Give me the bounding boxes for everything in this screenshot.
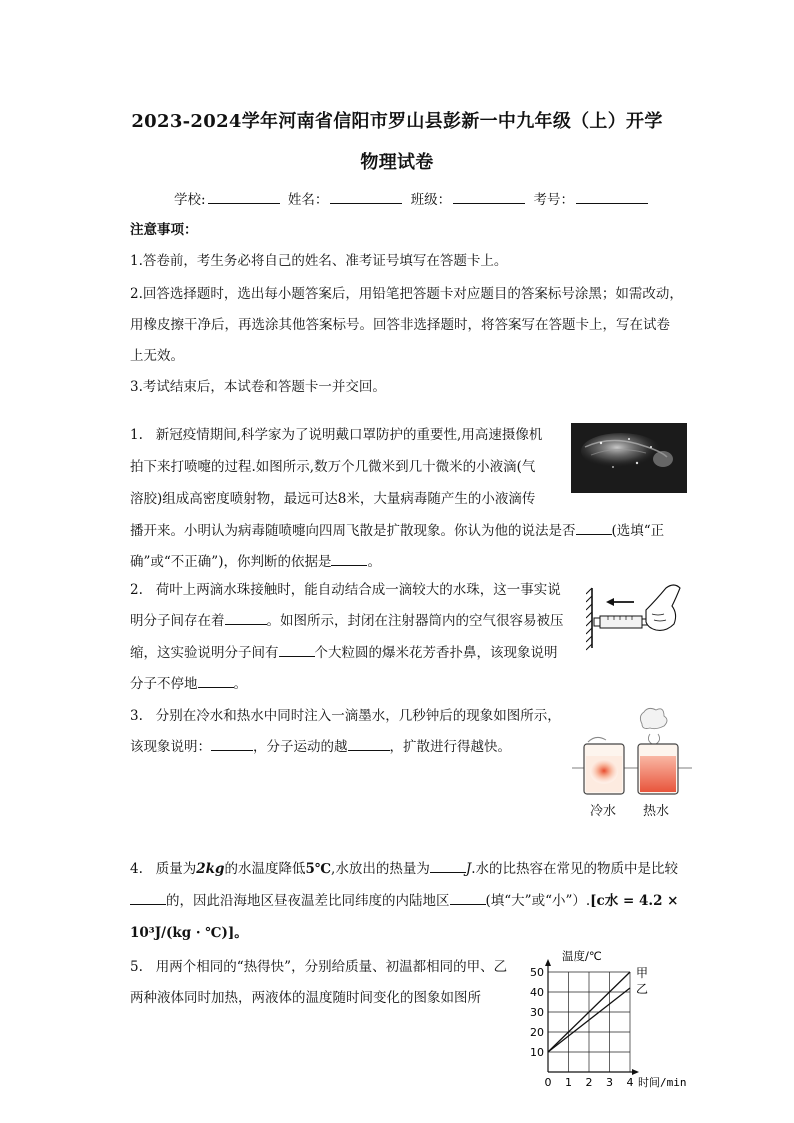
q3-text2c: ，扩散进行得越快。 (389, 739, 511, 755)
hot-water-label: 热水 (643, 804, 670, 819)
x-tick-label: 0 (544, 1076, 552, 1089)
y-tick-label: 30 (530, 1006, 544, 1019)
q4-unit: J (465, 861, 472, 877)
q2-line2 (130, 609, 564, 629)
sneeze-photo (571, 423, 687, 493)
q4-line2 (130, 889, 679, 909)
y-tick-label: 20 (530, 1026, 544, 1039)
q1-blank1[interactable] (576, 522, 612, 535)
notice-heading: 注意事项： (130, 222, 198, 238)
q1-line3: 溶胶)组成高密度喷射物，最远可达8米，大量病毒随产生的小液滴传 (130, 491, 536, 507)
exam-no-label: 考号： (533, 192, 574, 208)
q2-number: 2. (130, 582, 143, 598)
q2-blank2[interactable] (279, 644, 315, 657)
q4-blank3[interactable] (450, 892, 486, 905)
q1-line4 (130, 519, 664, 539)
exam-no-blank[interactable] (576, 190, 648, 204)
q5-text1: 用两个相同的“热得快”，分别给质量、初温都相同的甲、乙 (155, 959, 508, 975)
exam-title-line2: 物理试卷 (360, 152, 434, 173)
y-axis-label: 温度/℃ (562, 949, 602, 963)
x-tick-label: 2 (585, 1076, 593, 1089)
q2-text3b: 个大粒圆的爆米花芳香扑鼻，该现象说明 (314, 645, 558, 661)
q2-text3a: 缩，这实验说明分子间有 (130, 645, 279, 661)
notice-item-1: 1.答卷前，考生务必将自己的姓名、准考证号填写在答题卡上。 (130, 253, 508, 269)
q2-line4 (130, 672, 247, 692)
school-blank[interactable] (208, 190, 280, 204)
x-axis-arrow (632, 1069, 639, 1075)
q4-text2a: 的，因此沿海地区昼夜温差比同纬度的内陆地区 (166, 893, 450, 909)
q3-text2b: ，分子运动的越 (253, 739, 348, 755)
q2-blank3[interactable] (198, 675, 234, 688)
q2-blank1[interactable] (225, 612, 267, 625)
q3-line1 (130, 704, 561, 724)
q2-text4a: 分子不停地 (130, 676, 198, 692)
q4-text1c: ,水放出的热量为 (331, 861, 430, 877)
syringe-figure (586, 580, 684, 652)
cold-water-label: 冷水 (590, 804, 617, 819)
q5-number: 5. (130, 959, 143, 975)
q4-number: 4. (130, 861, 143, 877)
y-tick-label: 50 (530, 966, 544, 979)
q4-text1a: 质量为 (155, 861, 197, 877)
q1-text4a: 播开来。小明认为病毒随喷嚏向四周飞散是扩散现象。你认为他的说法是否 (130, 523, 576, 539)
class-label: 班级： (410, 192, 452, 208)
q2-text2b: 。如图所示，封闭在注射器筒内的空气很容易被压 (266, 613, 564, 629)
q4-formula2: 10³J/(kg · ℃)]。 (130, 925, 248, 941)
q3-number: 3. (130, 708, 143, 724)
notice-item-2a: 2.回答选择题时，选出每小题答案后，用铅笔把答题卡对应题目的答案标号涂黑；如需改动， (130, 286, 683, 302)
q1-text5b: 。 (367, 554, 381, 570)
q3-blank1[interactable] (211, 738, 253, 751)
q3-text1: 分别在冷水和热水中同时注入一滴墨水，几秒钟后的现象如图所示， (155, 708, 561, 724)
q1-text4b: (选填“正 (611, 523, 665, 539)
q2-line3 (130, 641, 558, 661)
q4-blank1[interactable] (430, 860, 466, 873)
q3-line2 (130, 735, 511, 755)
q2-line1 (130, 578, 561, 598)
q1-text5a: 确”或“不正确”)，你判断的依据是 (130, 554, 332, 570)
q2-text2a: 明分子间存在着 (130, 613, 225, 629)
student-info-fields (174, 188, 652, 208)
name-label: 姓名： (287, 192, 329, 208)
y-tick-label: 10 (530, 1046, 544, 1059)
q5-line2: 两种液体同时加热，两液体的温度随时间变化的图象如图所 (130, 990, 481, 1006)
q2-text1: 荷叶上两滴水珠接触时，能自动结合成一滴较大的水珠，这一事实说 (155, 582, 561, 598)
q1-line2: 拍下来打喷嚏的过程.如图所示,数万个几微米到几十微米的小液滴(气 (130, 459, 536, 475)
beakers-figure (572, 704, 692, 800)
exam-title-line1: 2023-2024学年河南省信阳市罗山县彭新一中九年级（上）开学 (131, 111, 663, 132)
q1-number: 1. (130, 427, 143, 443)
q4-blank2[interactable] (130, 892, 166, 905)
notice-item-2b: 用橡皮擦干净后，再选涂其他答案标号。回答非选择题时，将答案写在答题卡上，写在试卷 (130, 317, 670, 333)
q1-text1: 新冠疫情期间,科学家为了说明戴口罩防护的重要性,用高速摄像机 (155, 427, 543, 443)
school-label: 学校: (174, 192, 206, 208)
q4-line3 (130, 921, 248, 941)
series-label-jia: 甲 (636, 966, 649, 980)
q3-blank2[interactable] (348, 738, 390, 751)
temperature-time-chart (528, 948, 698, 1090)
q4-text1d: .水的比热容在常见的物质中是比较 (471, 861, 679, 877)
q1-blank2[interactable] (331, 553, 367, 566)
q4-mass: 2kg (196, 861, 225, 877)
q4-text2b: (填“大”或“小”）. (485, 893, 591, 909)
y-axis-arrow (545, 959, 551, 966)
q2-text4b: 。 (233, 676, 247, 692)
q3-text2a: 该现象说明： (130, 739, 211, 755)
x-tick-label: 4 (626, 1076, 634, 1089)
x-tick-label: 3 (606, 1076, 613, 1089)
y-tick-label: 40 (530, 986, 544, 999)
name-blank[interactable] (330, 190, 402, 204)
series-label-yi: 乙 (636, 982, 649, 996)
q1-line5 (130, 550, 381, 570)
notice-item-3: 3.考试结束后，本试卷和答题卡一并交回。 (130, 379, 386, 395)
q4-temp: 5℃ (305, 861, 332, 877)
q5-line1 (130, 955, 507, 975)
q4-line1 (130, 857, 678, 877)
x-tick-label: 1 (565, 1076, 572, 1089)
x-axis-label: 时间/min (638, 1076, 687, 1089)
notice-item-2c: 上无效。 (130, 348, 184, 364)
class-blank[interactable] (453, 190, 525, 204)
q1-line1 (130, 423, 542, 443)
q4-formula1: [c水 = 4.2 × (590, 893, 679, 909)
q4-text1b: 的水温度降低 (224, 861, 306, 877)
